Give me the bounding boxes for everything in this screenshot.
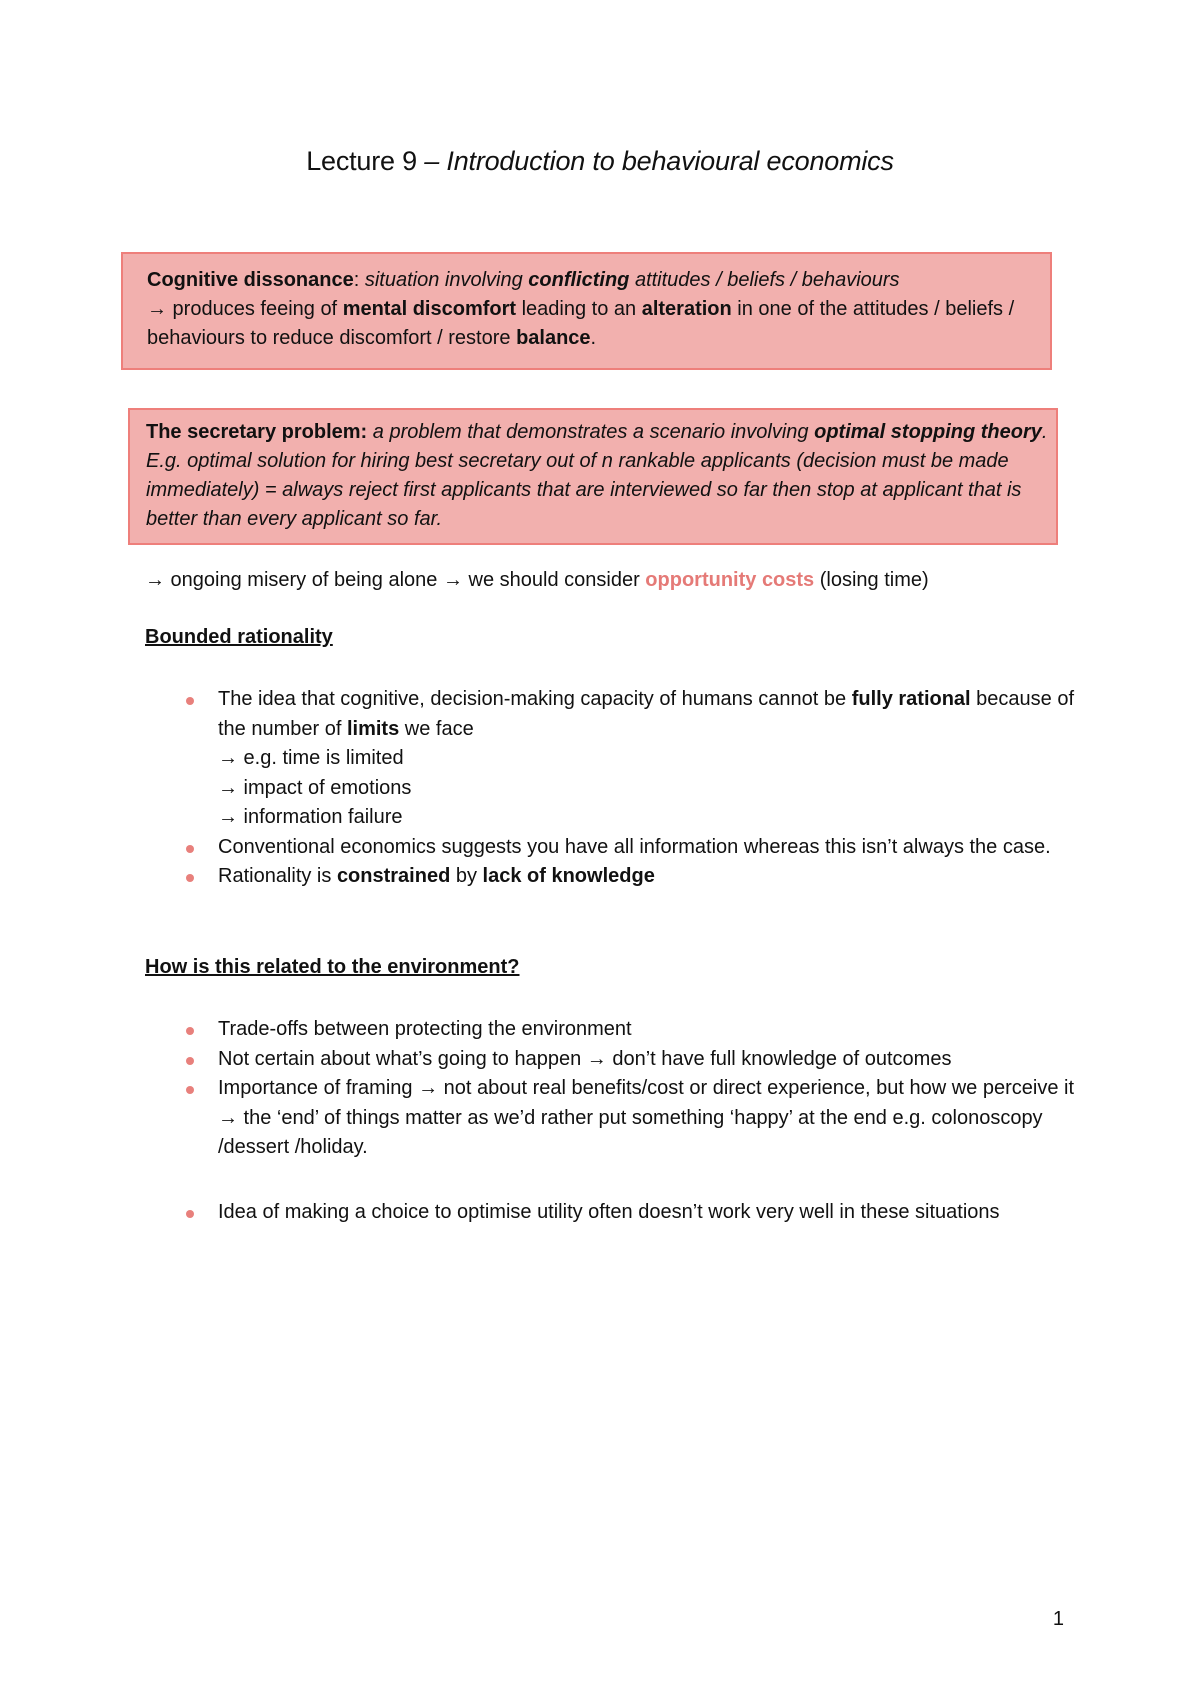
title-subtitle: Introduction to behavioural economics	[446, 146, 894, 176]
br-b1-a: The idea that cognitive, decision-making capacity of humans cannot be	[218, 688, 852, 710]
title-lecture: Lecture 9	[306, 146, 417, 176]
br-sub2: → impact of emotions	[218, 776, 412, 799]
misery-a: → ongoing misery of being alone → we should consider	[145, 569, 646, 591]
bullet-icon	[186, 1057, 194, 1065]
bullet-icon	[186, 1210, 194, 1218]
br-b2: Conventional economics suggests you have all information whereas this isn’t always the case.	[218, 835, 1051, 858]
sp-c: . E.g. optimal solution for hiring best secretary out of n rankable applicants (decision must be made immediately) = always reject first applicants that are interviewed so far then stop at applicant that is better than every applicant so far.	[146, 421, 1048, 530]
environment-list-continued	[180, 1198, 1080, 1228]
br-b3-a: Rationality is	[218, 865, 337, 887]
bullet-icon	[186, 874, 194, 882]
br-b3-d: lack of knowledge	[482, 865, 655, 887]
environment-heading: How is this related to the environment?	[145, 956, 520, 978]
br-b3-c: by	[450, 865, 483, 887]
list-item	[180, 1045, 1080, 1075]
cognitive-dissonance-box	[121, 252, 1052, 370]
cd-colon: :	[353, 269, 365, 291]
list-item	[180, 862, 1080, 892]
br-sub1: → e.g. time is limited	[218, 747, 404, 769]
environment-list	[180, 1015, 1080, 1163]
secretary-problem-box	[128, 408, 1058, 545]
bounded-rationality-heading: Bounded rationality	[145, 626, 333, 648]
br-b1-b: fully rational	[851, 688, 971, 710]
cd-def-c: attitudes / beliefs / behaviours	[629, 269, 900, 291]
env-b3: Importance of framing → not about real benefits/cost or direct experience, but how we perceive it → the ‘end’ of things matter as we’d rather put something ‘happy’ at the end e.g. colonoscopy /dessert /holiday.	[218, 1077, 1074, 1158]
env-b2: Not certain about what’s going to happen → don’t have full knowledge of outcomes	[218, 1047, 952, 1070]
cd-term: Cognitive dissonance	[147, 269, 354, 291]
cd-l2-a: → produces feeing of	[147, 298, 343, 320]
br-b1-d: limits	[346, 717, 400, 740]
cd-l2-f: balance	[516, 327, 591, 349]
bullet-icon	[186, 1086, 194, 1094]
env-b4: Idea of making a choice to optimise utility often doesn’t work very well in these situations	[218, 1201, 1000, 1223]
bounded-rationality-list	[180, 685, 1080, 892]
bullet-icon	[186, 845, 194, 853]
sp-a: a problem that demonstrates a scenario involving	[367, 421, 815, 443]
cd-def-a: situation involving	[364, 269, 529, 291]
cd-l2-c: leading to an	[516, 298, 642, 320]
bullet-icon	[186, 1027, 194, 1035]
opportunity-costs: opportunity costs	[645, 569, 815, 591]
br-sub3: → information failure	[218, 806, 403, 828]
list-item	[180, 1074, 1080, 1163]
sp-term: The secretary problem:	[146, 421, 368, 443]
cd-l2-g: .	[590, 327, 597, 349]
cd-l2-d: alteration	[641, 298, 732, 320]
page-number: 1	[1052, 1608, 1064, 1630]
misery-c: (losing time)	[814, 569, 929, 591]
br-b1-e: we face	[399, 717, 474, 740]
page-title	[0, 146, 1200, 177]
list-item	[180, 685, 1080, 833]
list-item	[180, 833, 1080, 863]
title-separator: –	[416, 146, 447, 176]
br-b1-c: because of the number of	[218, 688, 1075, 740]
env-b1: Trade-offs between protecting the environment	[218, 1018, 632, 1040]
list-item	[180, 1015, 1080, 1045]
sp-b: optimal stopping theory	[814, 421, 1042, 443]
misery-line	[145, 566, 929, 595]
cd-l2-e: in one of the attitudes / beliefs / behaviours to reduce discomfort / restore	[147, 298, 1015, 349]
br-b3-b: constrained	[336, 865, 451, 887]
cd-l2-b: mental discomfort	[342, 298, 517, 320]
bullet-icon	[186, 697, 194, 705]
cd-def-b: conflicting	[528, 269, 630, 291]
list-item	[180, 1198, 1080, 1228]
